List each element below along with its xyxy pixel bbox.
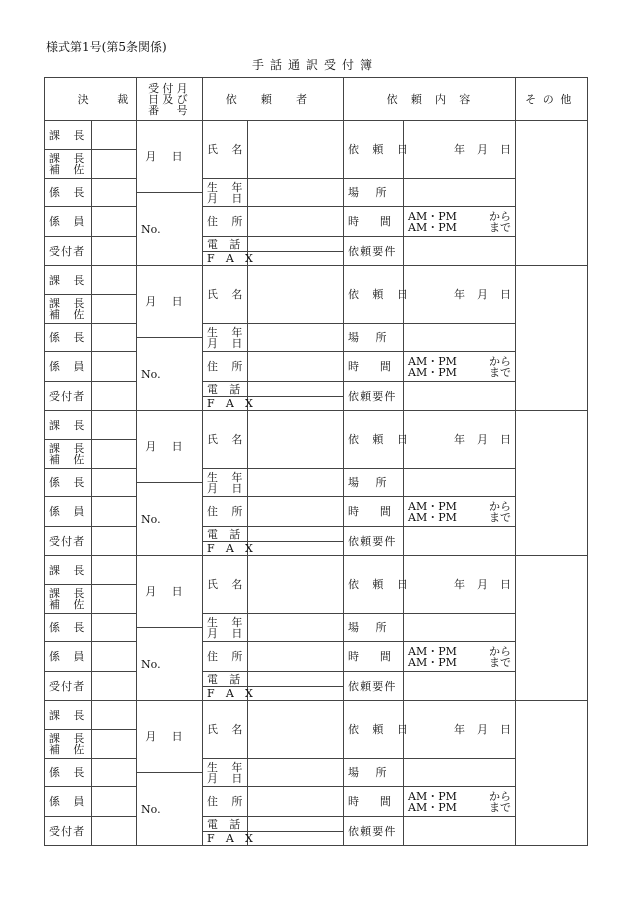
label-time: 時間 (344, 207, 404, 237)
reception-number[interactable]: No. (137, 338, 203, 411)
document-title: 手話通訳受付簿 (251, 58, 378, 72)
entry-row (45, 642, 588, 672)
reception-number[interactable]: No. (137, 193, 203, 266)
label-phone: 電 話 (203, 237, 248, 252)
seal-receiver[interactable] (92, 237, 137, 266)
field-name[interactable] (248, 411, 344, 469)
field-birthdate[interactable] (248, 614, 344, 642)
field-name[interactable] (248, 121, 344, 179)
field-request-date[interactable]: 年 月 日 (404, 556, 516, 614)
role-staff: 係 員 (45, 642, 92, 672)
role-section-chief: 課 長 (45, 411, 92, 440)
field-request-date[interactable]: 年 月 日 (404, 121, 516, 179)
field-place[interactable] (404, 759, 516, 787)
field-address[interactable] (248, 497, 344, 527)
role-section-chief: 課 長 (45, 556, 92, 585)
header-content: 依頼内容 (344, 78, 516, 121)
field-request-date[interactable]: 年 月 日 (404, 701, 516, 759)
seal-section-chief[interactable] (92, 701, 137, 730)
header-requester: 依頼者 (203, 78, 344, 121)
field-time[interactable]: AM・PM から AM・PM まで (404, 642, 516, 672)
entry-row (45, 382, 588, 397)
entry-row (45, 469, 588, 483)
field-fax[interactable] (248, 832, 344, 846)
label-birthdate: 生 年 月 日 (203, 324, 248, 352)
label-request-items: 依頼要件 (344, 527, 404, 556)
label-request-date: 依 頼 日 (344, 266, 404, 324)
seal-staff[interactable] (92, 207, 137, 237)
label-fax: F A X (203, 397, 248, 411)
label-name: 氏 名 (203, 411, 248, 469)
field-request-items[interactable] (404, 672, 516, 701)
role-deputy-chief: 課 長 補 佐 (45, 440, 92, 469)
seal-subsection-chief[interactable] (92, 179, 137, 207)
label-time: 時間 (344, 352, 404, 382)
role-subsection-chief: 係 長 (45, 324, 92, 352)
field-time[interactable]: AM・PM から AM・PM まで (404, 497, 516, 527)
field-request-date[interactable]: 年 月 日 (404, 411, 516, 469)
seal-staff[interactable] (92, 497, 137, 527)
label-request-items: 依頼要件 (344, 817, 404, 846)
field-birthdate[interactable] (248, 324, 344, 352)
field-place[interactable] (404, 179, 516, 207)
reception-number[interactable]: No. (137, 628, 203, 701)
role-receiver: 受付者 (45, 382, 92, 411)
role-deputy-chief: 課 長 補 佐 (45, 295, 92, 324)
label-address: 住 所 (203, 207, 248, 237)
label-address: 住 所 (203, 497, 248, 527)
seal-deputy-chief[interactable] (92, 295, 137, 324)
entry-row (45, 817, 588, 832)
role-deputy-chief: 課 長 補 佐 (45, 730, 92, 759)
label-request-date: 依 頼 日 (344, 701, 404, 759)
field-name[interactable] (248, 266, 344, 324)
role-deputy-chief: 課 長 補 佐 (45, 585, 92, 614)
entry-row (45, 672, 588, 687)
field-other[interactable] (516, 411, 588, 556)
field-phone[interactable] (248, 817, 344, 832)
field-birthdate[interactable] (248, 759, 344, 787)
label-address: 住 所 (203, 642, 248, 672)
entry-row (45, 527, 588, 542)
field-other[interactable] (516, 701, 588, 846)
role-subsection-chief: 係 長 (45, 759, 92, 787)
entry-row (45, 207, 588, 237)
seal-deputy-chief[interactable] (92, 440, 137, 469)
field-address[interactable] (248, 207, 344, 237)
field-time[interactable]: AM・PM から AM・PM まで (404, 787, 516, 817)
label-place: 場所 (344, 324, 404, 352)
field-address[interactable] (248, 352, 344, 382)
label-birthdate: 生 年 月 日 (203, 469, 248, 497)
seal-receiver[interactable] (92, 817, 137, 846)
entry-row (45, 266, 588, 295)
field-request-items[interactable] (404, 237, 516, 266)
field-other[interactable] (516, 266, 588, 411)
field-address[interactable] (248, 787, 344, 817)
role-receiver: 受付者 (45, 237, 92, 266)
field-time[interactable]: AM・PM から AM・PM まで (404, 207, 516, 237)
field-place[interactable] (404, 324, 516, 352)
reception-number[interactable]: No. (137, 483, 203, 556)
label-time: 時間 (344, 787, 404, 817)
field-request-items[interactable] (404, 382, 516, 411)
label-birthdate: 生 年 月 日 (203, 614, 248, 642)
field-fax[interactable] (248, 252, 344, 266)
reception-date[interactable]: 月日 (137, 266, 203, 338)
seal-deputy-chief[interactable] (92, 585, 137, 614)
role-receiver: 受付者 (45, 672, 92, 701)
reception-date[interactable]: 月日 (137, 701, 203, 773)
seal-section-chief[interactable] (92, 121, 137, 150)
field-place[interactable] (404, 614, 516, 642)
field-place[interactable] (404, 469, 516, 497)
field-name[interactable] (248, 701, 344, 759)
role-section-chief: 課 長 (45, 701, 92, 730)
label-address: 住 所 (203, 352, 248, 382)
label-time: 時間 (344, 642, 404, 672)
role-staff: 係 員 (45, 207, 92, 237)
label-place: 場所 (344, 179, 404, 207)
label-phone: 電 話 (203, 382, 248, 397)
seal-subsection-chief[interactable] (92, 759, 137, 787)
seal-section-chief[interactable] (92, 411, 137, 440)
field-fax[interactable] (248, 687, 344, 701)
role-subsection-chief: 係 長 (45, 469, 92, 497)
entry-row (45, 497, 588, 527)
header-row (45, 78, 588, 121)
field-phone[interactable] (248, 237, 344, 252)
entry-row (45, 556, 588, 585)
label-place: 場所 (344, 469, 404, 497)
label-address: 住 所 (203, 787, 248, 817)
label-name: 氏 名 (203, 121, 248, 179)
role-deputy-chief: 課 長 補 佐 (45, 150, 92, 179)
entry-row (45, 179, 588, 193)
header-reception: 受付月 日及び 番 号 (137, 78, 203, 121)
seal-section-chief[interactable] (92, 266, 137, 295)
entry-row (45, 237, 588, 252)
reception-date[interactable]: 月日 (137, 121, 203, 193)
label-request-date: 依 頼 日 (344, 556, 404, 614)
entries-body (45, 121, 588, 846)
label-name: 氏 名 (203, 266, 248, 324)
role-receiver: 受付者 (45, 817, 92, 846)
label-name: 氏 名 (203, 701, 248, 759)
field-other[interactable] (516, 556, 588, 701)
header-approval: 決裁 (45, 78, 137, 121)
field-time[interactable]: AM・PM から AM・PM まで (404, 352, 516, 382)
form-number: 様式第1号(第5条関係) (46, 40, 167, 54)
seal-receiver[interactable] (92, 672, 137, 701)
seal-deputy-chief[interactable] (92, 150, 137, 179)
label-request-items: 依頼要件 (344, 382, 404, 411)
label-fax: F A X (203, 832, 248, 846)
label-fax: F A X (203, 687, 248, 701)
role-staff: 係 員 (45, 497, 92, 527)
field-phone[interactable] (248, 382, 344, 397)
label-phone: 電 話 (203, 672, 248, 687)
label-phone: 電 話 (203, 817, 248, 832)
seal-staff[interactable] (92, 352, 137, 382)
field-name[interactable] (248, 556, 344, 614)
entry-row (45, 701, 588, 730)
seal-staff[interactable] (92, 787, 137, 817)
role-subsection-chief: 係 長 (45, 614, 92, 642)
reception-date[interactable]: 月日 (137, 556, 203, 628)
field-birthdate[interactable] (248, 179, 344, 207)
label-place: 場所 (344, 614, 404, 642)
entry-row (45, 759, 588, 773)
label-request-items: 依頼要件 (344, 237, 404, 266)
role-subsection-chief: 係 長 (45, 179, 92, 207)
seal-section-chief[interactable] (92, 556, 137, 585)
seal-deputy-chief[interactable] (92, 730, 137, 759)
role-staff: 係 員 (45, 352, 92, 382)
label-fax: F A X (203, 542, 248, 556)
field-birthdate[interactable] (248, 469, 344, 497)
label-birthdate: 生 年 月 日 (203, 179, 248, 207)
role-section-chief: 課 長 (45, 266, 92, 295)
field-fax[interactable] (248, 542, 344, 556)
field-other[interactable] (516, 121, 588, 266)
seal-subsection-chief[interactable] (92, 614, 137, 642)
label-name: 氏 名 (203, 556, 248, 614)
label-place: 場所 (344, 759, 404, 787)
entry-row (45, 324, 588, 338)
seal-subsection-chief[interactable] (92, 324, 137, 352)
reception-number[interactable]: No. (137, 773, 203, 846)
label-request-date: 依 頼 日 (344, 411, 404, 469)
seal-staff[interactable] (92, 642, 137, 672)
label-request-date: 依 頼 日 (344, 121, 404, 179)
seal-subsection-chief[interactable] (92, 469, 137, 497)
field-phone[interactable] (248, 672, 344, 687)
entry-row (45, 352, 588, 382)
label-phone: 電 話 (203, 527, 248, 542)
field-request-date[interactable]: 年 月 日 (404, 266, 516, 324)
entry-row (45, 121, 588, 150)
entry-row (45, 411, 588, 440)
seal-receiver[interactable] (92, 527, 137, 556)
label-fax: F A X (203, 252, 248, 266)
role-receiver: 受付者 (45, 527, 92, 556)
label-birthdate: 生 年 月 日 (203, 759, 248, 787)
field-phone[interactable] (248, 527, 344, 542)
seal-receiver[interactable] (92, 382, 137, 411)
reception-date[interactable]: 月日 (137, 411, 203, 483)
label-request-items: 依頼要件 (344, 672, 404, 701)
entry-row (45, 614, 588, 628)
field-request-items[interactable] (404, 817, 516, 846)
field-request-items[interactable] (404, 527, 516, 556)
header-other: その他 (516, 78, 588, 121)
label-time: 時間 (344, 497, 404, 527)
field-fax[interactable] (248, 397, 344, 411)
role-section-chief: 課 長 (45, 121, 92, 150)
field-address[interactable] (248, 642, 344, 672)
role-staff: 係 員 (45, 787, 92, 817)
entry-row (45, 787, 588, 817)
interpretation-register-table (44, 77, 588, 846)
